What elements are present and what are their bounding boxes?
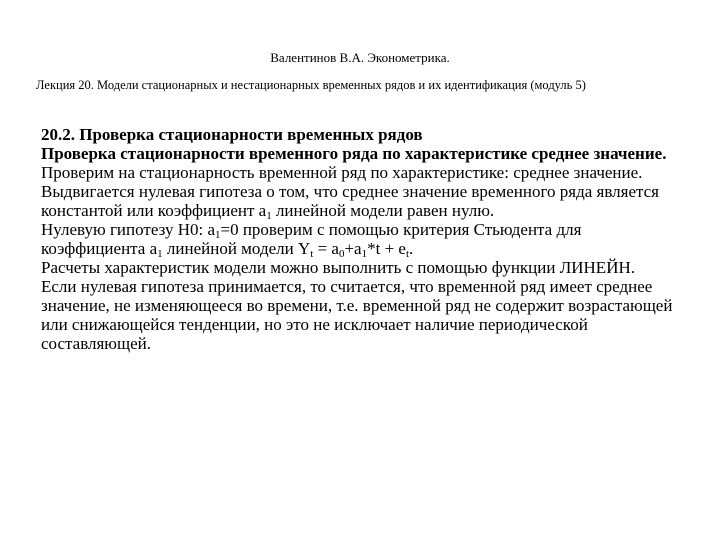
p2-text-a: Выдвигается нулевая гипотеза о том, что среднее значение временного ряда является константой или коэффициент a xyxy=(41,182,660,220)
p3-subscript-2: 1 xyxy=(157,248,163,260)
p3-subscript-5: 1 xyxy=(361,248,368,260)
paragraph-3 xyxy=(41,220,681,258)
p3-subscript-4: 0 xyxy=(338,248,345,260)
p3-text-d: = a xyxy=(313,239,339,258)
main-content xyxy=(41,125,681,353)
section-title: 20.2. Проверка стационарности временных рядов xyxy=(41,125,423,144)
p3-subscript-1: 1 xyxy=(214,229,221,241)
section-subtitle: Проверка стационарности временного ряда по характеристике среднее значение. xyxy=(41,144,667,163)
p3-text-b: =0 проверим с помощью критерия Стьюдента для коэффициента a xyxy=(41,220,582,258)
paragraph-5: Если нулевая гипотеза принимается, то считается, что временной ряд имеет среднее значение, не изменяющееся во времени, т.е. временной ряд не содержит возрастающей или снижающейся тенденции, но это не исключает наличие периодической составляющей. xyxy=(41,277,673,353)
header-lecture-line: Лекция 20. Модели стационарных и нестационарных временных рядов и их идентификация (модуль 5) xyxy=(36,78,586,92)
paragraph-2 xyxy=(41,182,681,220)
p3-text-g: . xyxy=(409,239,414,258)
paragraph-4: Расчеты характеристик модели можно выполнить с помощью функции ЛИНЕЙН. xyxy=(41,258,635,277)
p3-text-a: Нулевую гипотезу H0: a xyxy=(41,220,215,239)
p3-subscript-3: t xyxy=(310,248,314,260)
p2-text-b: линейной модели равен нулю. xyxy=(271,201,495,220)
p3-text-e: +a xyxy=(344,239,362,258)
p3-text-f: *t + e xyxy=(367,239,406,258)
paragraph-1: Проверим на стационарность временной ряд по характеристике: среднее значение. xyxy=(41,163,643,182)
p3-text-c: линейной модели Y xyxy=(162,239,311,258)
p3-subscript-6: t xyxy=(405,248,410,260)
header-author-title: Валентинов В.А. Эконометрика. xyxy=(270,50,450,65)
p2-subscript: 1 xyxy=(266,210,272,222)
